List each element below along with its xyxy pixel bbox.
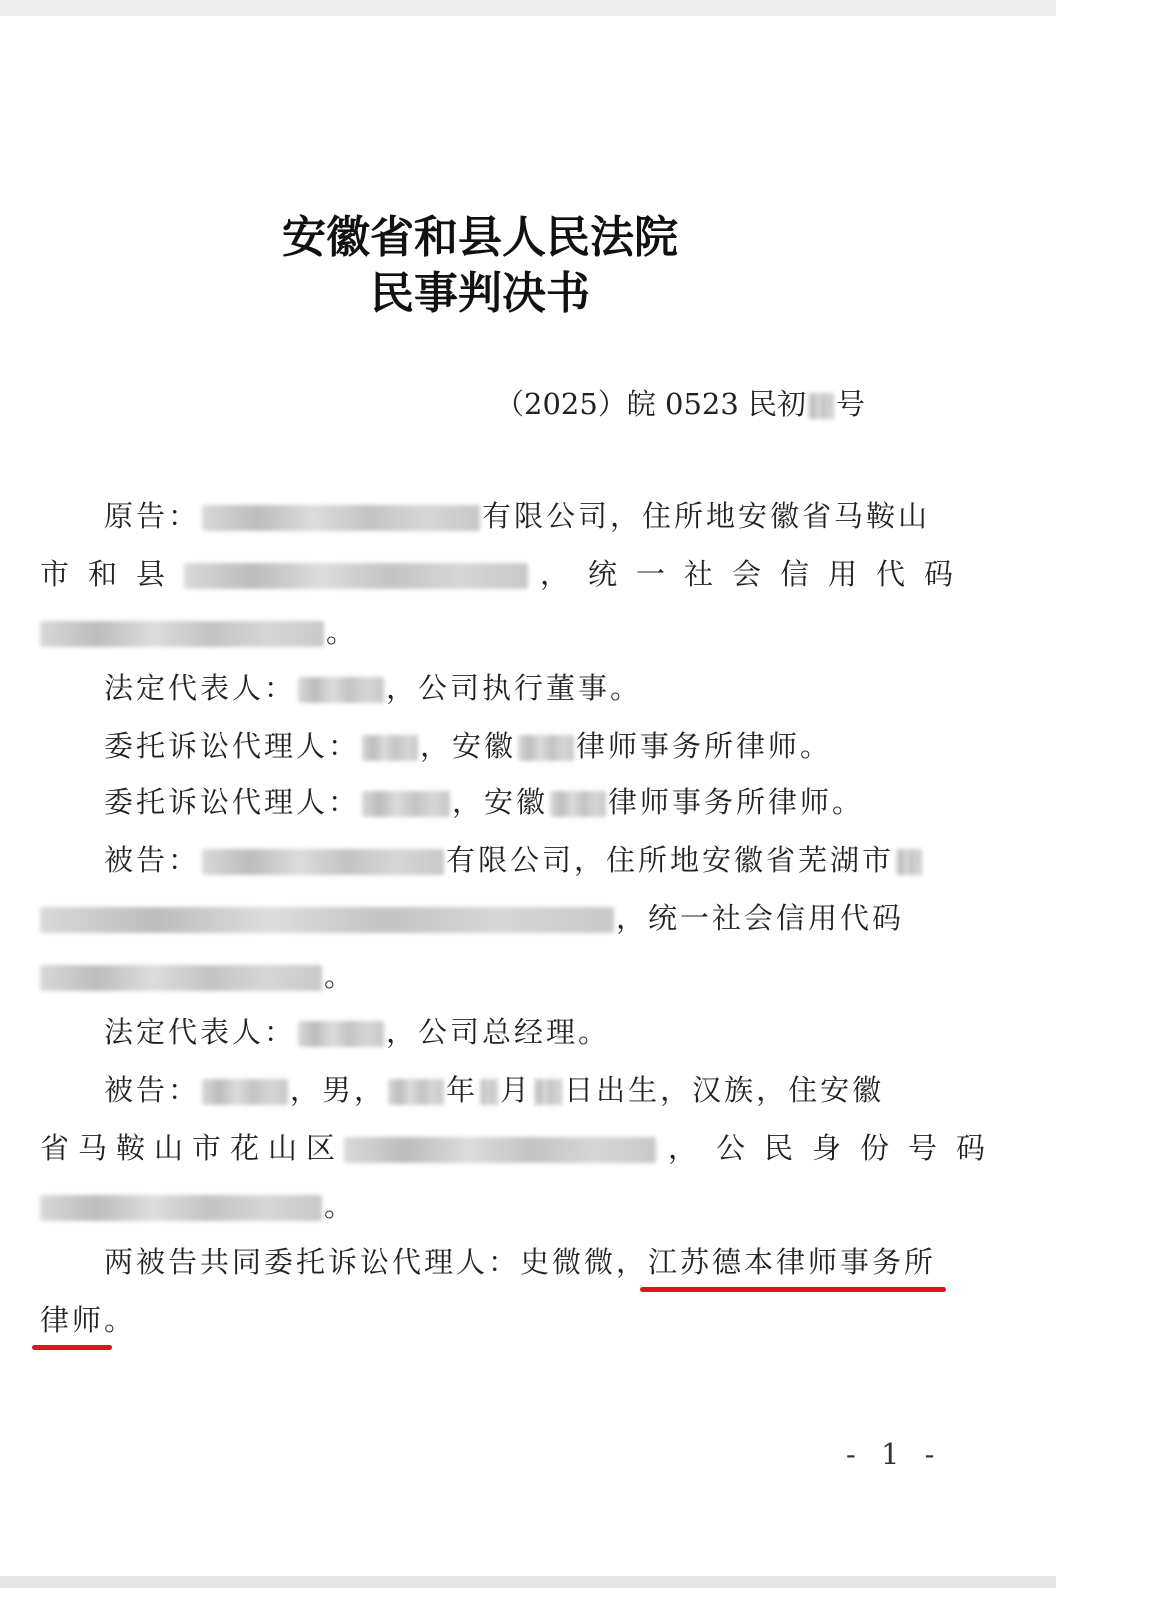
page-number: - 1 -	[846, 1437, 943, 1471]
joint-agent-text: 两被告共同委托诉讼代理人：史微微，	[104, 1245, 649, 1279]
joint-agent-line-2	[40, 1300, 136, 1340]
defendant-2-address-district: 省马鞍山市花山区	[40, 1131, 345, 1165]
legal-rep-1-line	[104, 668, 642, 708]
defendant-2-line-2	[40, 1128, 1004, 1168]
viewer-top-bar	[0, 0, 1056, 16]
plaintiff-end-mark: 。	[326, 615, 359, 649]
redacted-plaintiff-name	[202, 505, 480, 531]
joint-agent-line-1	[104, 1242, 936, 1282]
redacted-agent-1-name	[362, 735, 418, 761]
defendant-2-line-1	[104, 1070, 884, 1110]
defendant-2-label: 被告：	[104, 1073, 201, 1107]
redacted-agent-2-firm	[550, 791, 606, 817]
legal-rep-1-label: 法定代表人：	[104, 671, 297, 705]
agent-2-firm-suffix: 律师事务所律师。	[608, 785, 865, 819]
redacted-plaintiff-address	[184, 563, 528, 589]
redacted-legal-rep-2-name	[298, 1021, 384, 1047]
defendant-2-gender: ，男，	[290, 1073, 387, 1107]
legal-rep-2-title: ，公司总经理。	[386, 1015, 611, 1049]
agent-2-label: 委托诉讼代理人：	[104, 785, 361, 819]
agent-1-label: 委托诉讼代理人：	[104, 729, 361, 763]
case-number-suffix: 号	[836, 387, 866, 421]
defendant-1-address-start: 有限公司，住所地安徽省芜湖市	[446, 843, 895, 877]
plaintiff-line-3	[40, 612, 358, 652]
defendant-2-id-label: ，公民身份号码	[668, 1131, 1005, 1165]
redacted-agent-1-firm	[518, 735, 574, 761]
defendant-1-line-1	[104, 840, 924, 880]
plaintiff-label: 原告：	[104, 499, 201, 533]
defendant-2-birth-info: 日出生，汉族，住安徽	[564, 1073, 885, 1107]
defendant-1-label: 被告：	[104, 843, 201, 877]
redacted-birth-month	[480, 1079, 498, 1105]
plaintiff-line-1	[104, 496, 930, 536]
case-number	[495, 384, 865, 424]
defendant-1-end-mark: 。	[324, 959, 357, 993]
redacted-defendant-1-name	[202, 849, 444, 875]
redacted-defendant-2-name	[202, 1079, 288, 1105]
plaintiff-credit-code-label: ，统一社会信用代码	[540, 557, 973, 591]
plaintiff-address-start: 有限公司，住所地安徽省马鞍山	[482, 499, 931, 533]
redacted-plaintiff-credit-code	[40, 621, 324, 647]
redacted-legal-rep-1-name	[298, 677, 384, 703]
agent-2-line	[104, 782, 864, 822]
viewer-right-margin	[1056, 0, 1152, 1604]
defendant-1-credit-code-label: ，统一社会信用代码	[616, 901, 905, 935]
defendant-2-line-3	[40, 1186, 356, 1226]
defendant-2-year-label: 年	[446, 1073, 479, 1107]
plaintiff-line-2	[40, 554, 972, 594]
redacted-defendant-1-address-a	[896, 849, 922, 875]
court-name: 安徽省和县人民法院	[282, 212, 678, 263]
agent-1-line	[104, 726, 832, 766]
red-underline-lawyer	[32, 1345, 112, 1350]
red-underline-firm	[640, 1287, 946, 1292]
redacted-case-number	[808, 393, 834, 419]
redacted-defendant-2-id-number	[40, 1195, 322, 1221]
agent-1-province: ，安徽	[420, 729, 517, 763]
joint-agent-end-mark: 。	[104, 1303, 137, 1337]
redacted-defendant-1-credit-code	[40, 965, 322, 991]
redacted-birth-day	[534, 1079, 562, 1105]
joint-agent-firm-continued: 律师	[40, 1303, 105, 1337]
agent-2-province: ，安徽	[452, 785, 549, 819]
case-number-prefix: （2025）皖 0523 民初	[495, 387, 807, 421]
document-type-title: 民事判决书	[370, 268, 590, 319]
agent-1-firm-suffix: 律师事务所律师。	[576, 729, 833, 763]
legal-rep-2-label: 法定代表人：	[104, 1015, 297, 1049]
legal-rep-2-line	[104, 1012, 610, 1052]
plaintiff-address-city: 市和县	[40, 557, 185, 591]
redacted-defendant-1-address-b	[40, 907, 614, 933]
defendant-1-line-3	[40, 956, 356, 996]
defendant-2-month-label: 月	[500, 1073, 533, 1107]
redacted-birth-year	[388, 1079, 444, 1105]
legal-rep-1-title: ，公司执行董事。	[386, 671, 643, 705]
joint-agent-firm: 江苏德本律师事务所	[648, 1245, 937, 1279]
redacted-defendant-2-address	[344, 1137, 656, 1163]
redacted-agent-2-name	[362, 791, 450, 817]
viewer-bottom-bar	[0, 1576, 1056, 1588]
defendant-1-line-2	[40, 898, 904, 938]
defendant-2-end-mark: 。	[324, 1189, 357, 1223]
